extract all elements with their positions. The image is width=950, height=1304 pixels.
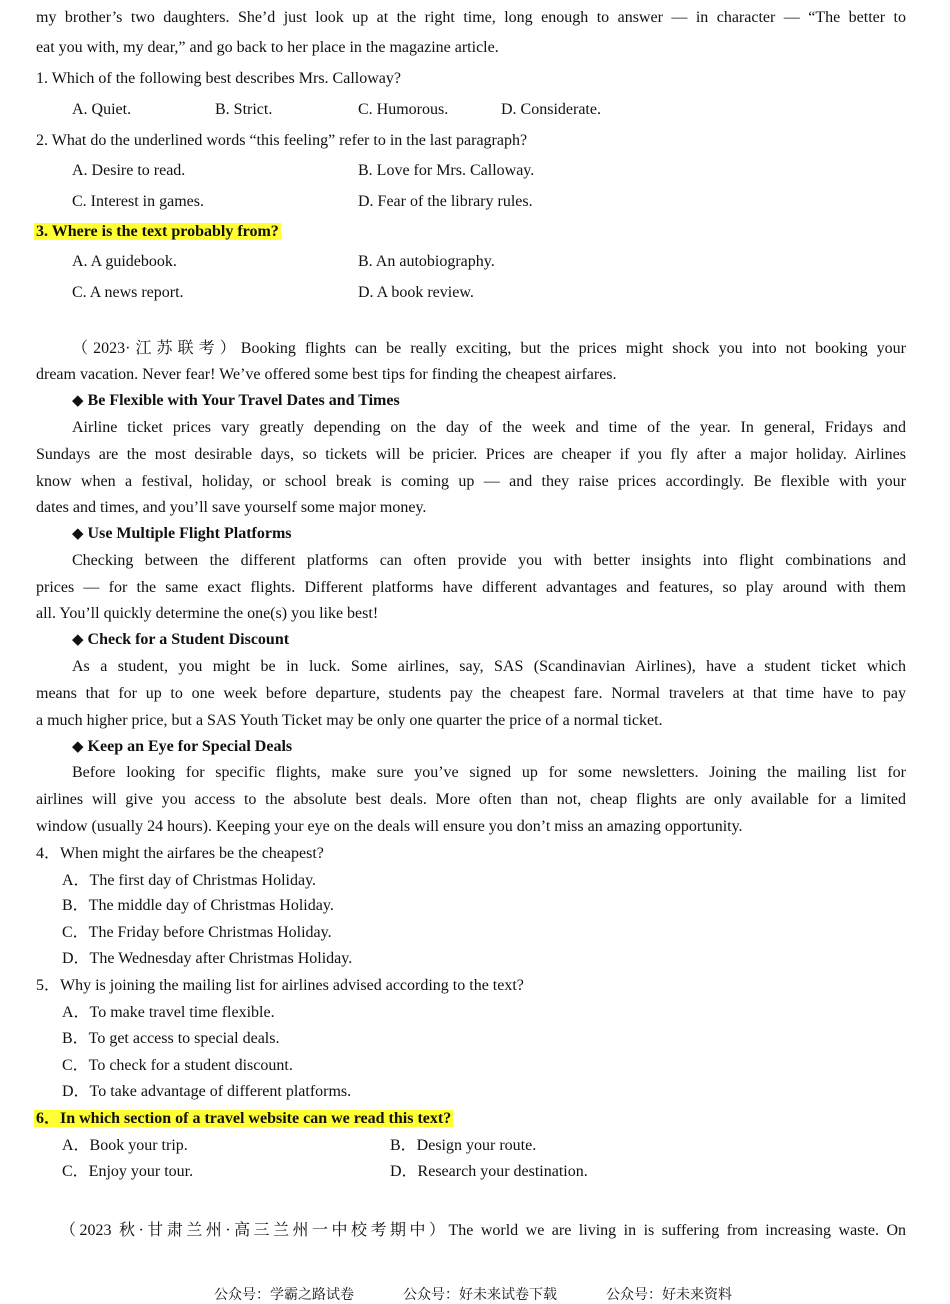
paragraph-line: my brother’s two daughters. She’d just look up at the right time, long enough to answer — in character — “The better to bbox=[36, 9, 906, 26]
q3-option-b: B. An autobiography. bbox=[358, 253, 495, 270]
q6-option-a: A．Book your trip. bbox=[62, 1137, 188, 1154]
q5-option-b: B．To get access to special deals. bbox=[62, 1030, 280, 1047]
passage-intro-line: （2023·江苏联考）Booking flights can be really exciting, but the prices might shock you into not booking your bbox=[72, 340, 906, 357]
question-2-stem: 2. What do the underlined words “this feeling” refer to in the last paragraph? bbox=[36, 132, 528, 149]
question-4-stem: 4．When might the airfares be the cheapest? bbox=[36, 845, 324, 862]
footer-text: 公众号：好未来试卷下载 bbox=[403, 1287, 557, 1303]
diamond-icon: ◆ bbox=[72, 739, 84, 755]
paragraph-line: means that for up to one week before departure, students pay the cheapest fare. Normal travelers at that time have to pay bbox=[36, 685, 906, 702]
question-1-stem: 1. Which of the following best describes Mrs. Calloway? bbox=[36, 70, 401, 87]
paragraph-line: window (usually 24 hours). Keeping your eye on the deals will ensure you don’t miss an amazing opportunity. bbox=[36, 818, 743, 835]
q1-option-b: B. Strict. bbox=[215, 101, 273, 118]
q5-option-d: D．To take advantage of different platforms. bbox=[62, 1083, 352, 1100]
paragraph-line: Sundays are the most desirable days, so tickets will be pricier. Prices are cheaper if you fly after a major holiday. Airlines bbox=[36, 446, 906, 463]
q2-option-a: A. Desire to read. bbox=[72, 162, 186, 179]
q3-option-d: D. A book review. bbox=[358, 284, 474, 301]
paragraph-line: eat you with, my dear,” and go back to her place in the magazine article. bbox=[36, 39, 499, 56]
q2-option-d: D. Fear of the library rules. bbox=[358, 193, 533, 210]
q6-option-c: C．Enjoy your tour. bbox=[62, 1163, 194, 1180]
paragraph-line: know when a festival, holiday, or school break is coming up — and they raise prices accordingly. Be flexible with your bbox=[36, 473, 906, 490]
q2-option-c: C. Interest in games. bbox=[72, 193, 204, 210]
section-heading bbox=[72, 524, 292, 544]
diamond-icon: ◆ bbox=[72, 393, 84, 409]
section-heading-text: Use Multiple Flight Platforms bbox=[87, 525, 292, 542]
paragraph-line: Before looking for specific flights, make sure you’ve signed up for some newsletters. Joining the mailing list for bbox=[72, 764, 906, 781]
passage-intro-line: dream vacation. Never fear! We’ve offered some best tips for finding the cheapest airfares. bbox=[36, 366, 617, 383]
highlighted-question: 3. Where is the text probably from? bbox=[36, 223, 279, 240]
paragraph-line: dates and times, and you’ll save yourself some major money. bbox=[36, 499, 427, 516]
q1-option-c: C. Humorous. bbox=[358, 101, 449, 118]
q5-option-a: A．To make travel time flexible. bbox=[62, 1004, 275, 1021]
footer-text: 公众号：好未来资料 bbox=[606, 1287, 732, 1303]
section-heading-text: Check for a Student Discount bbox=[87, 631, 290, 648]
paragraph-line: Checking between the different platforms can often provide you with better insights into flight combinations and bbox=[72, 552, 906, 569]
paragraph-line: all. You’ll quickly determine the one(s) you like best! bbox=[36, 605, 379, 622]
q1-option-a: A. Quiet. bbox=[72, 101, 132, 118]
q6-option-d: D．Research your destination. bbox=[390, 1163, 588, 1180]
paragraph-line: airlines will give you access to the absolute best deals. More often than not, cheap flights are only available for a limited bbox=[36, 791, 906, 808]
section-heading-text: Be Flexible with Your Travel Dates and Times bbox=[87, 392, 400, 409]
paragraph-line: prices — for the same exact flights. Different platforms have different advantages and features, so play around with them bbox=[36, 579, 906, 596]
question-5-stem: 5．Why is joining the mailing list for airlines advised according to the text? bbox=[36, 977, 524, 994]
section-heading bbox=[72, 391, 400, 411]
highlighted-question: 6．In which section of a travel website can we read this text? bbox=[36, 1110, 452, 1127]
q3-option-a: A. A guidebook. bbox=[72, 253, 177, 270]
q6-option-b: B．Design your route. bbox=[390, 1137, 537, 1154]
question-6-stem bbox=[34, 1109, 453, 1129]
q4-option-c: C．The Friday before Christmas Holiday. bbox=[62, 924, 332, 941]
q4-option-b: B．The middle day of Christmas Holiday. bbox=[62, 897, 334, 914]
diamond-icon: ◆ bbox=[72, 526, 84, 542]
paragraph-line: As a student, you might be in luck. Some airlines, say, SAS (Scandinavian Airlines), have a student ticket which bbox=[72, 658, 906, 675]
q4-option-d: D．The Wednesday after Christmas Holiday. bbox=[62, 950, 353, 967]
q1-option-d: D. Considerate. bbox=[501, 101, 601, 118]
q5-option-c: C．To check for a student discount. bbox=[62, 1057, 293, 1074]
paragraph-line: a much higher price, but a SAS Youth Ticket may be only one quarter the price of a normal ticket. bbox=[36, 712, 663, 729]
section-heading-text: Keep an Eye for Special Deals bbox=[87, 738, 293, 755]
passage-intro-line: （2023 秋·甘肃兰州·高三兰州一中校考期中）The world we are living in is suffering from increasing waste. On bbox=[60, 1222, 906, 1239]
q3-option-c: C. A news report. bbox=[72, 284, 184, 301]
section-heading bbox=[72, 737, 292, 757]
section-heading bbox=[72, 630, 289, 650]
diamond-icon: ◆ bbox=[72, 632, 84, 648]
footer-text: 公众号：学霸之路试卷 bbox=[214, 1287, 354, 1303]
question-3-stem bbox=[34, 222, 281, 242]
paragraph-line: Airline ticket prices vary greatly depending on the day of the week and time of the year. In general, Fridays and bbox=[72, 419, 906, 436]
q2-option-b: B. Love for Mrs. Calloway. bbox=[358, 162, 535, 179]
q4-option-a: A．The first day of Christmas Holiday. bbox=[62, 872, 317, 889]
